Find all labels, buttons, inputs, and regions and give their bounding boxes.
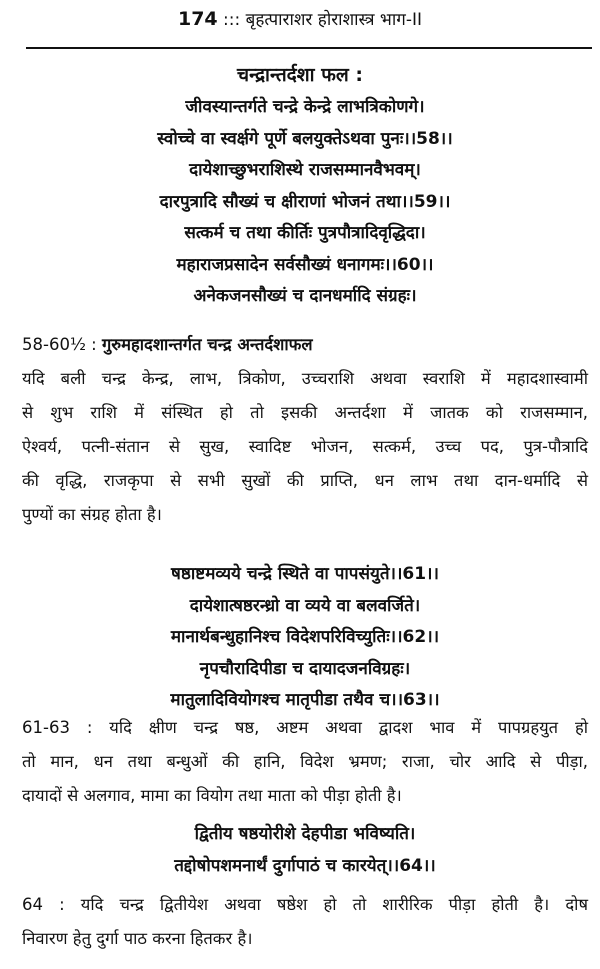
verse-line: द्वितीय षष्ठयोरीशे देहपीडा भविष्यति। (194, 824, 416, 844)
commentary-label: 61-63 : (22, 718, 93, 737)
verse-block-58-60 (22, 92, 588, 313)
commentary-line: दायादों से अलगाव, मामा का वियोग तथा माता को पीड़ा होती है। (22, 786, 402, 805)
running-header (0, 4, 600, 35)
commentary-line: तो मान, धन तथा बन्धुओं की हानि, विदेश भ्रमण; राजा, चोर आदि से पीड़ा, (22, 752, 588, 771)
header-rule (26, 47, 592, 49)
commentary-line: पुण्यों का संग्रह होता है। (22, 505, 162, 524)
verse-line: दारपुत्रादि सौख्यं च क्षीराणां भोजनं तथा।।59।। (159, 191, 451, 212)
commentary-line: निवारण हेतु दुर्गा पाठ करना हितकर है। (22, 929, 253, 948)
page-number: 174 (177, 8, 218, 30)
verse-block-64 (22, 819, 588, 882)
verse-line: जीवस्यान्तर्गते चन्द्रे केन्द्रे लाभत्रिकोणगे। (185, 97, 425, 117)
commentary-line: ऐश्वर्य, पत्नी-संतान से सुख, स्वादिष्ट भोजन, सत्कर्म, उच्च पद, पुत्र-पौत्रादि (22, 437, 588, 456)
commentary-heading: गुरुमहादशान्तर्गत चन्द्र अन्तर्दशाफल (102, 335, 313, 354)
verse-line: तद्दोषोपशमनार्थं दुर्गापाठं च कारयेत्।।64।। (174, 855, 436, 876)
verse-line: दायेशाच्छुभराशिस्थे राजसम्मानवैभवम्। (189, 160, 421, 180)
commentary-text: यदि चन्द्र द्वितीयेश अथवा षष्ठेश हो तो शारीरिक पीड़ा होती है। दोष (80, 895, 588, 914)
verse-line: महाराजप्रसादेन सर्वसौख्यं धनागमः।।60।। (176, 254, 434, 275)
commentary-61-63 (22, 711, 588, 813)
commentary-line (22, 888, 588, 922)
commentary-line: से शुभ राशि में संस्थित हो तो इसकी अन्तर्दशा में जातक को राजसम्मान, (22, 403, 588, 422)
commentary-line (22, 711, 588, 745)
commentary-text: यदि क्षीण चन्द्र षष्ठ, अष्टम अथवा द्वादश भाव में पापग्रहयुत हो (109, 718, 589, 737)
book-title: बृहत्पाराशर होराशास्त्र भाग-II (245, 10, 423, 30)
commentary-line: की वृद्धि, राजकृपा से सभी सुखों की प्राप्ति, धन लाभ तथा दान-धर्मादि से (22, 471, 588, 490)
verse-line: स्वोच्चे वा स्वर्क्षगे पूर्णे बलयुक्तेऽथवा पुनः।।58।। (157, 128, 453, 149)
verse-line: षष्ठाष्टमव्यये चन्द्रे स्थिते वा पापसंयुते।।61।। (171, 564, 439, 584)
verse-line: अनेकजनसौख्यं च दानधर्मादि संग्रहः। (193, 286, 417, 306)
commentary-heading-line (22, 328, 588, 362)
commentary-label: 64 : (22, 895, 65, 914)
verse-block-61-63 (22, 559, 588, 717)
commentary-58-60 (22, 328, 588, 532)
verse-line: मातुलादिवियोगश्च मातृपीडा तथैव च।।63।। (170, 690, 440, 710)
verse-line: मानार्थबन्धुहानिश्च विदेशपरिविच्युतिः।।62।। (170, 627, 440, 647)
verse-line: सत्कर्म च तथा कीर्तिः पुत्रपौत्रादिवृद्धिदा। (184, 223, 426, 243)
verse-line: नृपचौरादिपीडा च दायादजनविग्रहः। (199, 658, 411, 679)
section-title: चन्द्रान्तर्दशा फल : (237, 64, 363, 86)
commentary-line: यदि बली चन्द्र केन्द्र, लाभ, त्रिकोण, उच्चराशि अथवा स्वराशि में महादशास्वामी (22, 369, 588, 388)
commentary-label: 58-60½ : (22, 335, 97, 354)
commentary-64 (22, 888, 588, 956)
verse-line: दायेशात्षष्ठरन्ध्रो वा व्यये वा बलवर्जिते। (189, 595, 421, 616)
header-separator: ::: (223, 10, 241, 30)
